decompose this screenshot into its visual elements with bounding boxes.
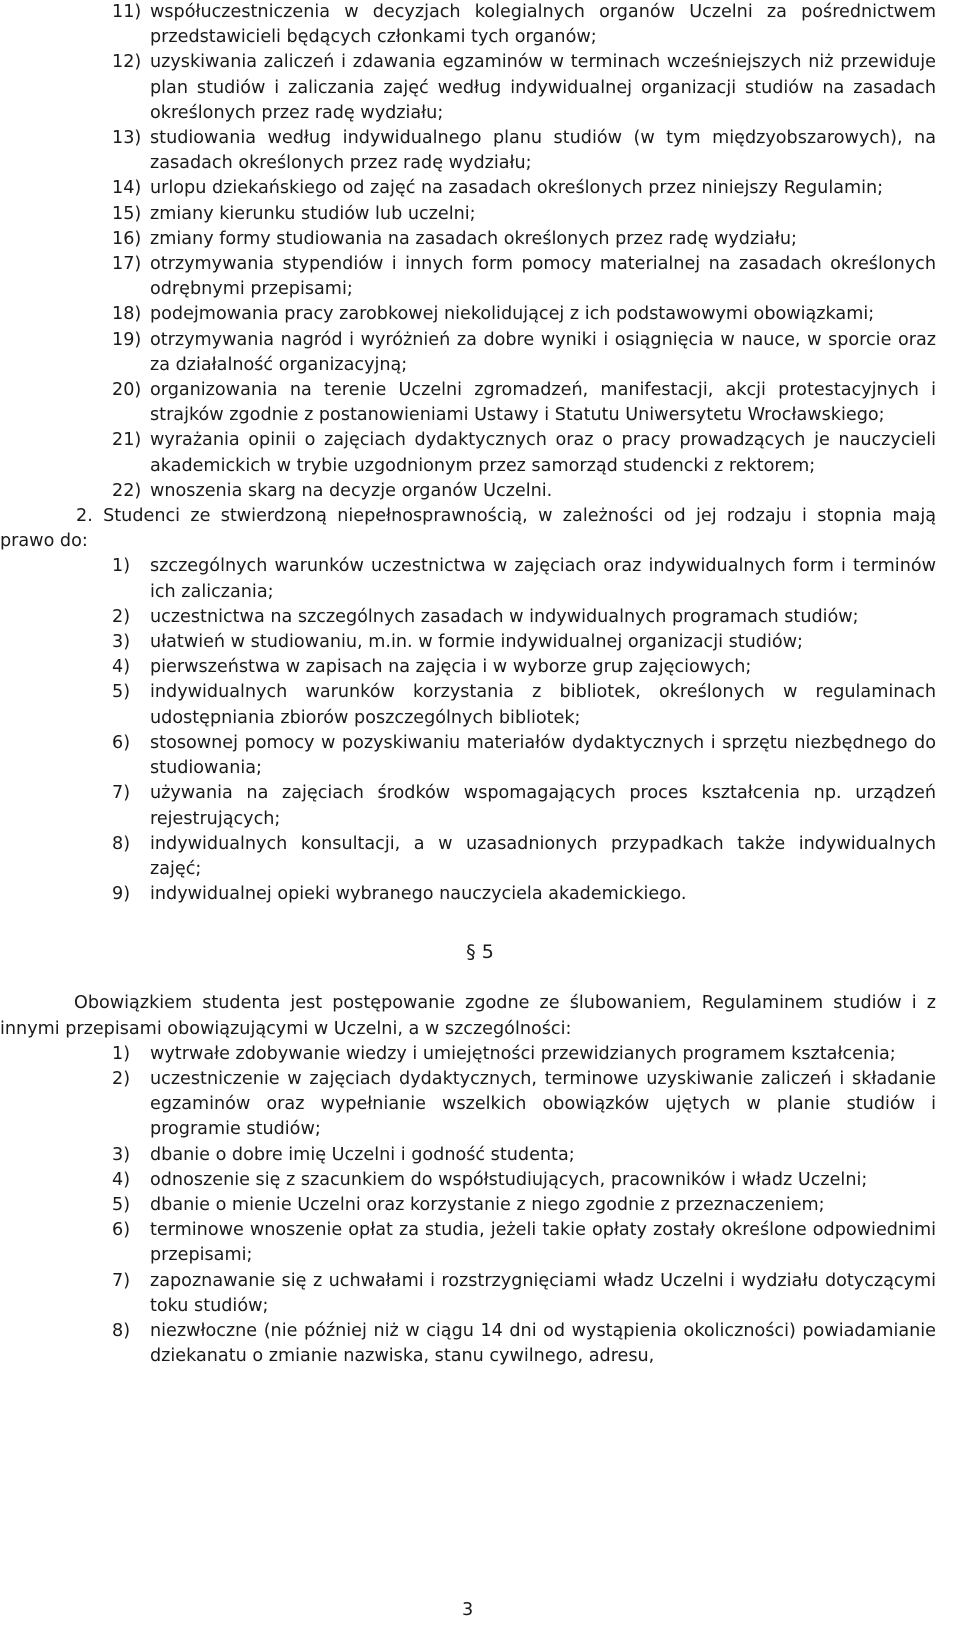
list-item-text: terminowe wnoszenie opłat za studia, jeżeli takie opłaty zostały określone odpowiednimi przepisami;: [150, 1220, 936, 1266]
list-item-number: 2): [112, 606, 131, 627]
list-item-text: współuczestniczenia w decyzjach kolegialnych organów Uczelni za pośrednictwem przedstawicieli będących członkami tych organów;: [150, 2, 936, 48]
list-item-text: niezwłoczne (nie później niż w ciągu 14 dni od wystąpienia okoliczności) powiadamianie dziekanatu o zmianie nazwiska, stanu cywilnego, adresu,: [150, 1320, 936, 1367]
list-item-text: urlopu dziekańskiego od zajęć na zasadach określonych przez niniejszy Regulamin;: [150, 178, 884, 199]
list-item: [0, 554, 960, 604]
list-item-number: 1): [112, 1043, 131, 1064]
list-item-number: 12): [112, 52, 142, 73]
list-item-number: 7): [112, 783, 131, 804]
list-item-number: 7): [112, 1270, 131, 1291]
spacer: [0, 967, 960, 991]
list-item-text: wyrażania opinii o zajęciach dydaktycznych oraz o pracy prowadzących je nauczycieli akademickich w trybie uzgodnionym przez samorząd studencki z rektorem;: [150, 430, 936, 476]
list-item-number: 19): [112, 329, 142, 350]
list-item-number: 9): [112, 884, 131, 905]
list-item: [0, 680, 960, 730]
list-item: [0, 252, 960, 302]
list-item: [0, 0, 960, 50]
list-item-number: 16): [112, 228, 142, 249]
section-heading: § 5: [466, 941, 494, 964]
list-item-text: studiowania według indywidualnego planu studiów (w tym międzyobszarowych), na zasadach określonych przez radę wydziału;: [150, 128, 936, 174]
spacer: [0, 907, 960, 937]
list-item: [0, 428, 960, 478]
list-item-text: indywidualnej opieki wybranego nauczyciela akademickiego.: [150, 884, 687, 905]
list-item-number: 15): [112, 203, 142, 224]
paragraph-disabled-students: 2. Studenci ze stwierdzoną niepełnosprawnością, w zależności od jej rodzaju i stopnia mają prawo do:: [0, 506, 936, 552]
list-item-text: pierwszeństwa w zapisach na zajęcia i w wyborze grup zajęciowych;: [150, 657, 752, 678]
list-item-text: zmiany kierunku studiów lub uczelni;: [150, 203, 476, 224]
list-item-text: podejmowania pracy zarobkowej niekolidującej z ich podstawowymi obowiązkami;: [150, 304, 875, 325]
list-item: [0, 176, 960, 201]
list-item-number: 14): [112, 178, 142, 199]
list-item-number: 5): [112, 682, 131, 703]
list-item: [0, 227, 960, 252]
list-item-text: dbanie o mienie Uczelni oraz korzystanie z niego zgodnie z przeznaczeniem;: [150, 1194, 825, 1215]
list-item-text: ułatwień w studiowaniu, m.in. w formie indywidualnej organizacji studiów;: [150, 632, 803, 653]
list-item: [0, 1218, 960, 1268]
list-item-number: 13): [112, 128, 142, 149]
list-item: [0, 378, 960, 428]
list-item-number: 2): [112, 1068, 131, 1089]
list-item-text: zapoznawanie się z uchwałami i rozstrzygnięciami władz Uczelni i wydziału dotyczącymi toku studiów;: [150, 1270, 936, 1316]
list-item: [0, 630, 960, 655]
list-item-number: 21): [112, 430, 142, 451]
list-item: [0, 328, 960, 378]
list-item-number: 20): [112, 380, 142, 401]
list-item-number: 8): [112, 833, 131, 854]
list-item: [0, 882, 960, 907]
list-item-number: 1): [112, 556, 131, 577]
list-item-text: indywidualnych konsultacji, a w uzasadnionych przypadkach także indywidualnych zajęć;: [150, 833, 936, 879]
list-item-text: stosownej pomocy w pozyskiwaniu materiałów dydaktycznych i sprzętu niezbędnego do studiowania;: [150, 732, 936, 779]
list-item-text: otrzymywania nagród i wyróżnień za dobre wyniki i osiągnięcia w nauce, w sporcie oraz za działalność organizacyjną;: [150, 329, 936, 375]
list-item-number: 8): [112, 1320, 131, 1341]
list-item-number: 6): [112, 1220, 131, 1241]
list-item: [0, 832, 960, 882]
list-item-text: wnoszenia skarg na decyzje organów Uczelni.: [150, 480, 553, 501]
list-item: [0, 781, 960, 831]
list-item: [0, 731, 960, 781]
list-item: [0, 50, 960, 126]
list-item: [0, 202, 960, 227]
list-item-number: 11): [112, 2, 142, 22]
list-item: [0, 605, 960, 630]
list-item-text: szczególnych warunków uczestnictwa w zajęciach oraz indywidualnych form i terminów ich zaliczania;: [150, 556, 936, 602]
list-item-text: indywidualnych warunków korzystania z bibliotek, określonych w regulaminach udostępniania zbiorów poszczególnych bibliotek;: [150, 682, 936, 728]
list-item-text: odnoszenie się z szacunkiem do współstudiujących, pracowników i władz Uczelni;: [150, 1169, 868, 1190]
paragraph-student-duties: Obowiązkiem studenta jest postępowanie zgodne ze ślubowaniem, Regulaminem studiów i z innymi przepisami obowiązującymi w Uczelni, a w szczególności:: [0, 993, 936, 1039]
list-item-text: uzyskiwania zaliczeń i zdawania egzaminów w terminach wcześniejszych niż przewiduje plan studiów i zaliczania zajęć według indywidualnej organizacji studiów na zasadach określonych przez radę wydziału;: [150, 52, 936, 123]
list-item-number: 18): [112, 304, 142, 325]
list-item-number: 4): [112, 657, 131, 678]
list-item-number: 22): [112, 480, 142, 501]
list-item-text: dbanie o dobre imię Uczelni i godność studenta;: [150, 1144, 575, 1165]
list-item-text: wytrwałe zdobywanie wiedzy i umiejętności przewidzianych programem kształcenia;: [150, 1043, 896, 1064]
list-item: [0, 1042, 960, 1067]
list-item: [0, 655, 960, 680]
list-item: [0, 126, 960, 176]
list-item: [0, 1067, 960, 1143]
page-number: 3: [462, 1600, 474, 1620]
list-item: [0, 1193, 960, 1218]
list-item-text: zmiany formy studiowania na zasadach określonych przez radę wydziału;: [150, 228, 797, 249]
list-item: [0, 1319, 960, 1369]
list-item: [0, 479, 960, 504]
list-item: [0, 1269, 960, 1319]
list-item-text: uczestnictwa na szczególnych zasadach w indywidualnych programach studiów;: [150, 606, 859, 627]
list-item-text: używania na zajęciach środków wspomagających proces kształcenia np. urządzeń rejestrujących;: [150, 783, 936, 829]
list-item-text: otrzymywania stypendiów i innych form pomocy materialnej na zasadach określonych odrębnymi przepisami;: [150, 254, 936, 300]
list-item-text: uczestniczenie w zajęciach dydaktycznych, terminowe uzyskiwanie zaliczeń i składanie egzaminów oraz wypełnianie wszelkich obowiązków ujętych w planie studiów i programie studiów;: [150, 1068, 936, 1140]
list-item-number: 4): [112, 1169, 131, 1190]
list-item: [0, 1143, 960, 1168]
list-item: [0, 1168, 960, 1193]
list-item-number: 17): [112, 254, 142, 275]
rights-list-continued: [0, 0, 960, 504]
student-duties-list: [0, 1042, 960, 1370]
list-item-number: 3): [112, 632, 131, 653]
list-item: [0, 302, 960, 327]
list-item-number: 3): [112, 1144, 131, 1165]
list-item-number: 6): [112, 732, 131, 753]
list-item-text: organizowania na terenie Uczelni zgromadzeń, manifestacji, akcji protestacyjnych i strajków zgodnie z postanowieniami Ustawy i Statutu Uniwersytetu Wrocławskiego;: [150, 380, 936, 426]
disabled-students-rights-list: [0, 554, 960, 907]
list-item-number: 5): [112, 1194, 131, 1215]
